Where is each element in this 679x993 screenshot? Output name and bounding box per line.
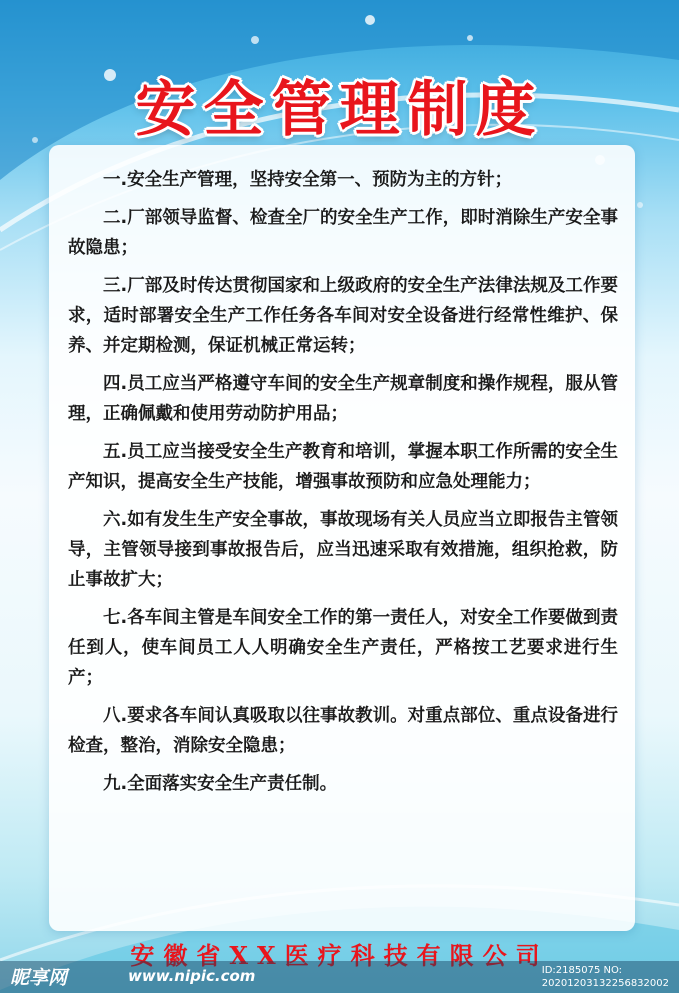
rule-item-5: 五.员工应当接受安全生产教育和培训，掌握本职工作所需的安全生产知识，提高安全生产技能，增强事故预防和应急处理能力；: [68, 442, 618, 492]
poster-title: 安全管理制度: [135, 75, 544, 145]
watermark-id-line2: 20201203132256832002: [541, 978, 669, 989]
company-name: 安徽省XX医疗科技有限公司: [130, 941, 549, 970]
rule-item-9: 九.全面落实安全生产责任制。: [103, 774, 338, 794]
rule-item-2: 二.厂部领导监督、检查全厂的安全生产工作，即时消除生产安全事故隐患；: [68, 208, 618, 258]
rule-item-7: 七.各车间主管是车间安全工作的第一责任人，对安全工作要做到责任到人，使车间员工人人明确安全生产责任，严格按工艺要求进行生产；: [68, 608, 618, 688]
rule-item-6: 六.如有发生生产安全事故，事故现场有关人员应当立即报告主管领导，主管领导接到事故报告后，应当迅速采取有效措施，组织抢救，防止事故扩大；: [68, 510, 618, 590]
rules-list: [68, 165, 618, 807]
rule-item-1: 一.安全生产管理，坚持安全第一、预防为主的方针；: [103, 170, 513, 190]
rule-item-4: 四.员工应当严格遵守车间的安全生产规章制度和操作规程，服从管理，正确佩戴和使用劳动防护用品；: [68, 374, 618, 424]
rule-item-8: 八.要求各车间认真吸取以往事故教训。对重点部位、重点设备进行检查，整治，消除安全隐患；: [68, 706, 618, 756]
rule-item-3: 三.厂部及时传达贯彻国家和上级政府的安全生产法律法规及工作要求，适时部署安全生产工作任务各车间对安全设备进行经常性维护、保养、并定期检测，保证机械正常运转；: [68, 276, 618, 356]
watermark-logo: 昵享网: [10, 967, 68, 989]
watermark-id: [542, 964, 669, 990]
watermark-id-line1: ID:2185075 NO:: [541, 965, 623, 976]
watermark-url: www.nipic.com: [128, 967, 256, 985]
